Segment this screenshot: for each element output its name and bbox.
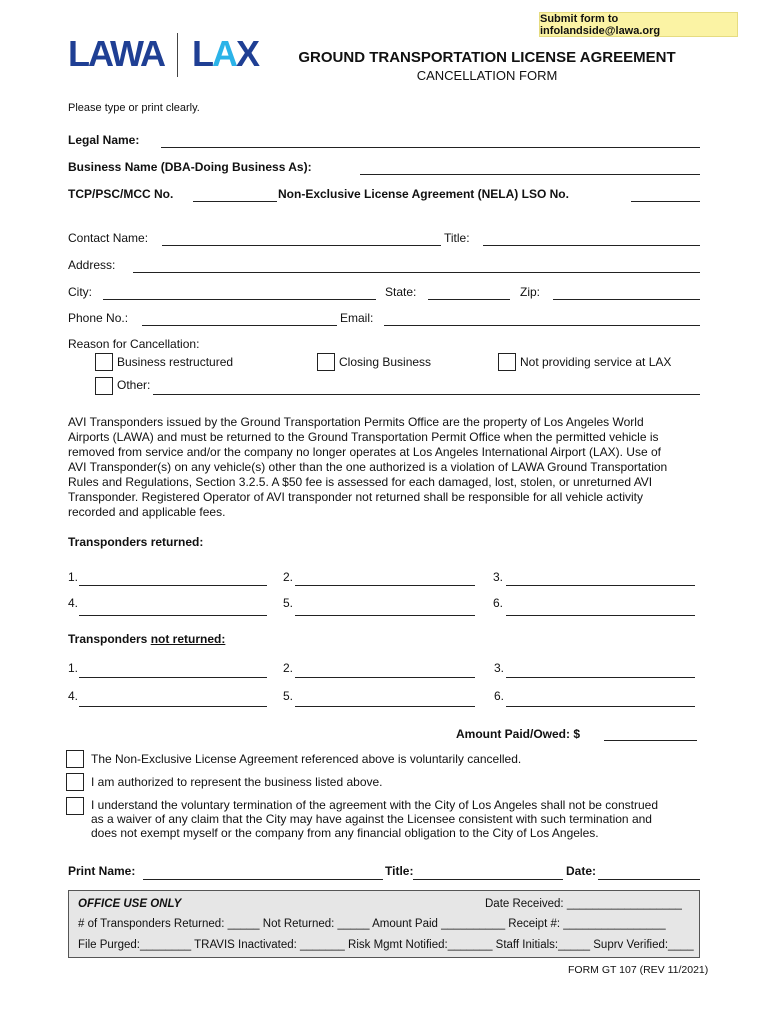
amount-field[interactable] xyxy=(604,727,697,741)
not-returned-field-4[interactable] xyxy=(79,693,267,707)
reason-other-label: Other: xyxy=(117,378,151,392)
reason-other-checkbox[interactable] xyxy=(95,377,113,395)
state-label: State: xyxy=(385,285,417,299)
legal-name-label: Legal Name: xyxy=(68,133,140,147)
returned-field-3[interactable] xyxy=(506,572,695,586)
nela-label: Non-Exclusive License Agreement (NELA) LSO No. xyxy=(278,187,569,201)
office-row-status: File Purged:________ TRAVIS Inactivated: _______ Risk Mgmt Notified:_______ Staff Initials:_____ Suprv Verified:____ xyxy=(78,939,694,951)
not-returned-num-1: 1. xyxy=(68,661,79,675)
not-returned-num-5: 5. xyxy=(283,689,294,703)
ack-terms-text xyxy=(91,798,711,840)
phone-field[interactable] xyxy=(142,312,337,326)
form-id: FORM GT 107 (REV 11/2021) xyxy=(568,964,709,976)
returned-num-1: 1. xyxy=(68,570,79,584)
not-returned-heading-prefix: Transponders xyxy=(68,632,151,646)
ack-authorized-checkbox[interactable] xyxy=(66,773,84,791)
ack-cancel-checkbox[interactable] xyxy=(66,750,84,768)
returned-num-6: 6. xyxy=(493,596,504,610)
city-field[interactable] xyxy=(103,286,376,300)
returned-field-1[interactable] xyxy=(79,572,267,586)
returned-field-2[interactable] xyxy=(295,572,475,586)
office-row-counts: # of Transponders Returned: _____ Not Returned: _____ Amount Paid __________ Receipt #: ________________ xyxy=(78,918,666,930)
reason-other-field[interactable] xyxy=(153,381,700,395)
lax-logo-l: L xyxy=(192,33,212,74)
city-label: City: xyxy=(68,285,92,299)
lawa-logo: LAWA xyxy=(68,33,164,74)
ack-terms-line: as a waiver of any claim that the City may have against the Licensee consistent with such termination and xyxy=(91,812,652,826)
print-name-field[interactable] xyxy=(143,866,383,880)
returned-field-6[interactable] xyxy=(506,602,695,616)
submit-form-button[interactable] xyxy=(539,12,738,37)
not-returned-field-6[interactable] xyxy=(506,693,695,707)
not-returned-heading xyxy=(68,632,225,646)
legal-name-field[interactable] xyxy=(161,134,700,148)
not-returned-heading-emphasis: not returned: xyxy=(150,632,226,646)
not-returned-field-3[interactable] xyxy=(506,664,695,678)
signature-date-label: Date: xyxy=(566,864,597,878)
returned-num-5: 5. xyxy=(283,596,294,610)
contact-name-field[interactable] xyxy=(162,232,441,246)
email-field[interactable] xyxy=(384,312,700,326)
reason-closing-checkbox[interactable] xyxy=(317,353,335,371)
returned-num-3: 3. xyxy=(493,570,504,584)
reason-restructured-label: Business restructured xyxy=(117,355,234,369)
signature-title-field[interactable] xyxy=(413,866,563,880)
policy-line: recorded and applicable fees. xyxy=(68,505,226,519)
instructions: Please type or print clearly. xyxy=(68,102,200,114)
not-returned-field-1[interactable] xyxy=(79,664,267,678)
policy-line: removed from service and/or the company no longer operates at Los Angeles International Airport (LAX). Use of xyxy=(68,445,661,459)
returned-num-2: 2. xyxy=(283,570,294,584)
zip-field[interactable] xyxy=(553,286,700,300)
email-label: Email: xyxy=(340,311,374,325)
policy-line: Rules and Regulations, Section 3.2.5. A $50 fee is assessed for each damaged, lost, stolen, or unreturned AVI xyxy=(68,475,653,489)
returned-num-4: 4. xyxy=(68,596,79,610)
ack-terms-line: I understand the voluntary termination of the agreement with the City of Los Angeles shall not be construed xyxy=(91,798,659,812)
business-name-label: Business Name (DBA-Doing Business As): xyxy=(68,160,312,174)
address-label: Address: xyxy=(68,258,116,272)
amount-label: Amount Paid/Owed: $ xyxy=(456,727,581,741)
form-title: GROUND TRANSPORTATION LICENSE AGREEMENT xyxy=(298,49,676,66)
lax-logo-x: X xyxy=(236,33,259,74)
policy-line: AVI Transponders issued by the Ground Transportation Permits Office are the property of Los Angeles World xyxy=(68,415,644,429)
zip-label: Zip: xyxy=(520,285,541,299)
business-name-field[interactable] xyxy=(360,161,700,175)
not-returned-num-2: 2. xyxy=(283,661,294,675)
signature-title-label: Title: xyxy=(385,864,414,878)
reason-restructured-checkbox[interactable] xyxy=(95,353,113,371)
reason-not-providing-label: Not providing service at LAX xyxy=(520,355,672,369)
tcp-field[interactable] xyxy=(193,188,277,202)
ack-cancel-text: The Non-Exclusive License Agreement referenced above is voluntarily cancelled. xyxy=(91,752,522,766)
office-date-received: Date Received: __________________ xyxy=(485,898,682,910)
nela-field[interactable] xyxy=(631,188,700,202)
office-use-box xyxy=(68,890,700,958)
reason-not-providing-checkbox[interactable] xyxy=(498,353,516,371)
policy-line: Transponder. Registered Operator of AVI transponder not returned shall be responsible for all vehicle activity xyxy=(68,490,643,504)
contact-name-label: Contact Name: xyxy=(68,231,149,245)
state-field[interactable] xyxy=(428,286,510,300)
address-field[interactable] xyxy=(133,259,700,273)
submit-form-label: Submit form to infolandside@lawa.org xyxy=(540,12,661,37)
phone-label: Phone No.: xyxy=(68,311,129,325)
policy-line: Airports (LAWA) and must be returned to the Ground Transportation Permit Office when the permitted vehicle is xyxy=(68,430,659,444)
tcp-label: TCP/PSC/MCC No. xyxy=(68,187,174,201)
returned-heading: Transponders returned: xyxy=(68,535,204,549)
returned-field-5[interactable] xyxy=(295,602,475,616)
not-returned-field-5[interactable] xyxy=(295,693,475,707)
policy-paragraph xyxy=(68,415,708,520)
contact-title-field[interactable] xyxy=(483,232,700,246)
ack-terms-checkbox[interactable] xyxy=(66,797,84,815)
lax-logo xyxy=(192,33,258,75)
reason-closing-label: Closing Business xyxy=(339,355,432,369)
lax-logo-a: A xyxy=(212,33,236,74)
office-use-heading: OFFICE USE ONLY xyxy=(78,898,182,910)
form-subtitle: CANCELLATION FORM xyxy=(416,68,558,83)
signature-date-field[interactable] xyxy=(598,866,700,880)
ack-terms-line: does not exempt myself or the company from any financial obligation to the City of Los Angeles. xyxy=(91,826,599,840)
contact-title-label: Title: xyxy=(444,231,470,245)
reason-heading: Reason for Cancellation: xyxy=(68,337,200,351)
policy-line: AVI Transponder(s) on any vehicle(s) other than the one authorized is a violation of LAWA Ground Transportation xyxy=(68,460,668,474)
returned-field-4[interactable] xyxy=(79,602,267,616)
logo-divider xyxy=(177,33,178,77)
not-returned-num-3: 3. xyxy=(494,661,505,675)
not-returned-num-4: 4. xyxy=(68,689,79,703)
print-name-label: Print Name: xyxy=(68,864,136,878)
ack-authorized-text: I am authorized to represent the business listed above. xyxy=(91,775,383,789)
not-returned-field-2[interactable] xyxy=(295,664,475,678)
not-returned-num-6: 6. xyxy=(494,689,505,703)
